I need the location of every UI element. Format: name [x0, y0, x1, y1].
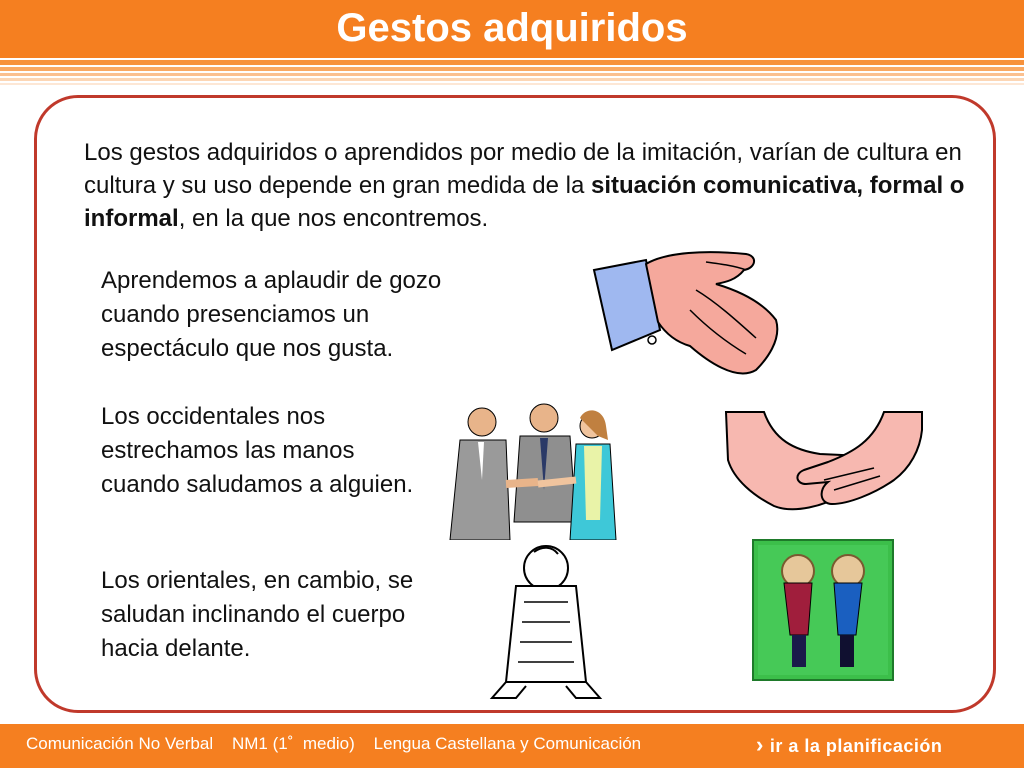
header-stripe [0, 83, 1024, 85]
intro-text-bold: situación comunicativa, formal o informal [84, 172, 965, 232]
bowing-people-icon [752, 539, 894, 681]
header-stripe [0, 78, 1024, 81]
intro-paragraph [84, 136, 1004, 235]
header-stripe [0, 73, 1024, 76]
footer-bar [0, 724, 1024, 768]
intro-text-1: Los gestos adquiridos o aprendidos por medio de la imitación, varían de cultura en cultura y su uso depende en gran medida de la [84, 139, 962, 199]
planificacion-link-label: ir a la planificación [769, 736, 943, 756]
bullet-bowing: Los orientales, en cambio, se saludan inclinando el cuerpo hacia delante. [101, 567, 414, 662]
chevron-right-icon: › [756, 732, 764, 757]
intro-text-2: , en la que nos encontremos. [178, 205, 489, 232]
header-stripe [0, 60, 1024, 65]
business-people-icon [440, 400, 630, 540]
clapping-hands-icon [586, 250, 786, 385]
header-stripe [0, 67, 1024, 71]
page-title: Gestos adquiridos [336, 6, 688, 50]
bullet-clapping: Aprendemos a aplaudir de gozo cuando presenciamos un espectáculo que nos gusta. [101, 267, 442, 362]
bowing-figure-icon [486, 542, 606, 706]
handshake-icon [724, 410, 924, 520]
bullet-handshake: Los occidentales nos estrechamos las manos cuando saludamos a alguien. [101, 403, 414, 498]
planificacion-link[interactable] [756, 732, 942, 758]
footer-course-info: Comunicación No Verbal NM1 (1˚ medio) Lengua Castellana y Comunicación [26, 734, 642, 753]
header-bar [0, 0, 1024, 58]
